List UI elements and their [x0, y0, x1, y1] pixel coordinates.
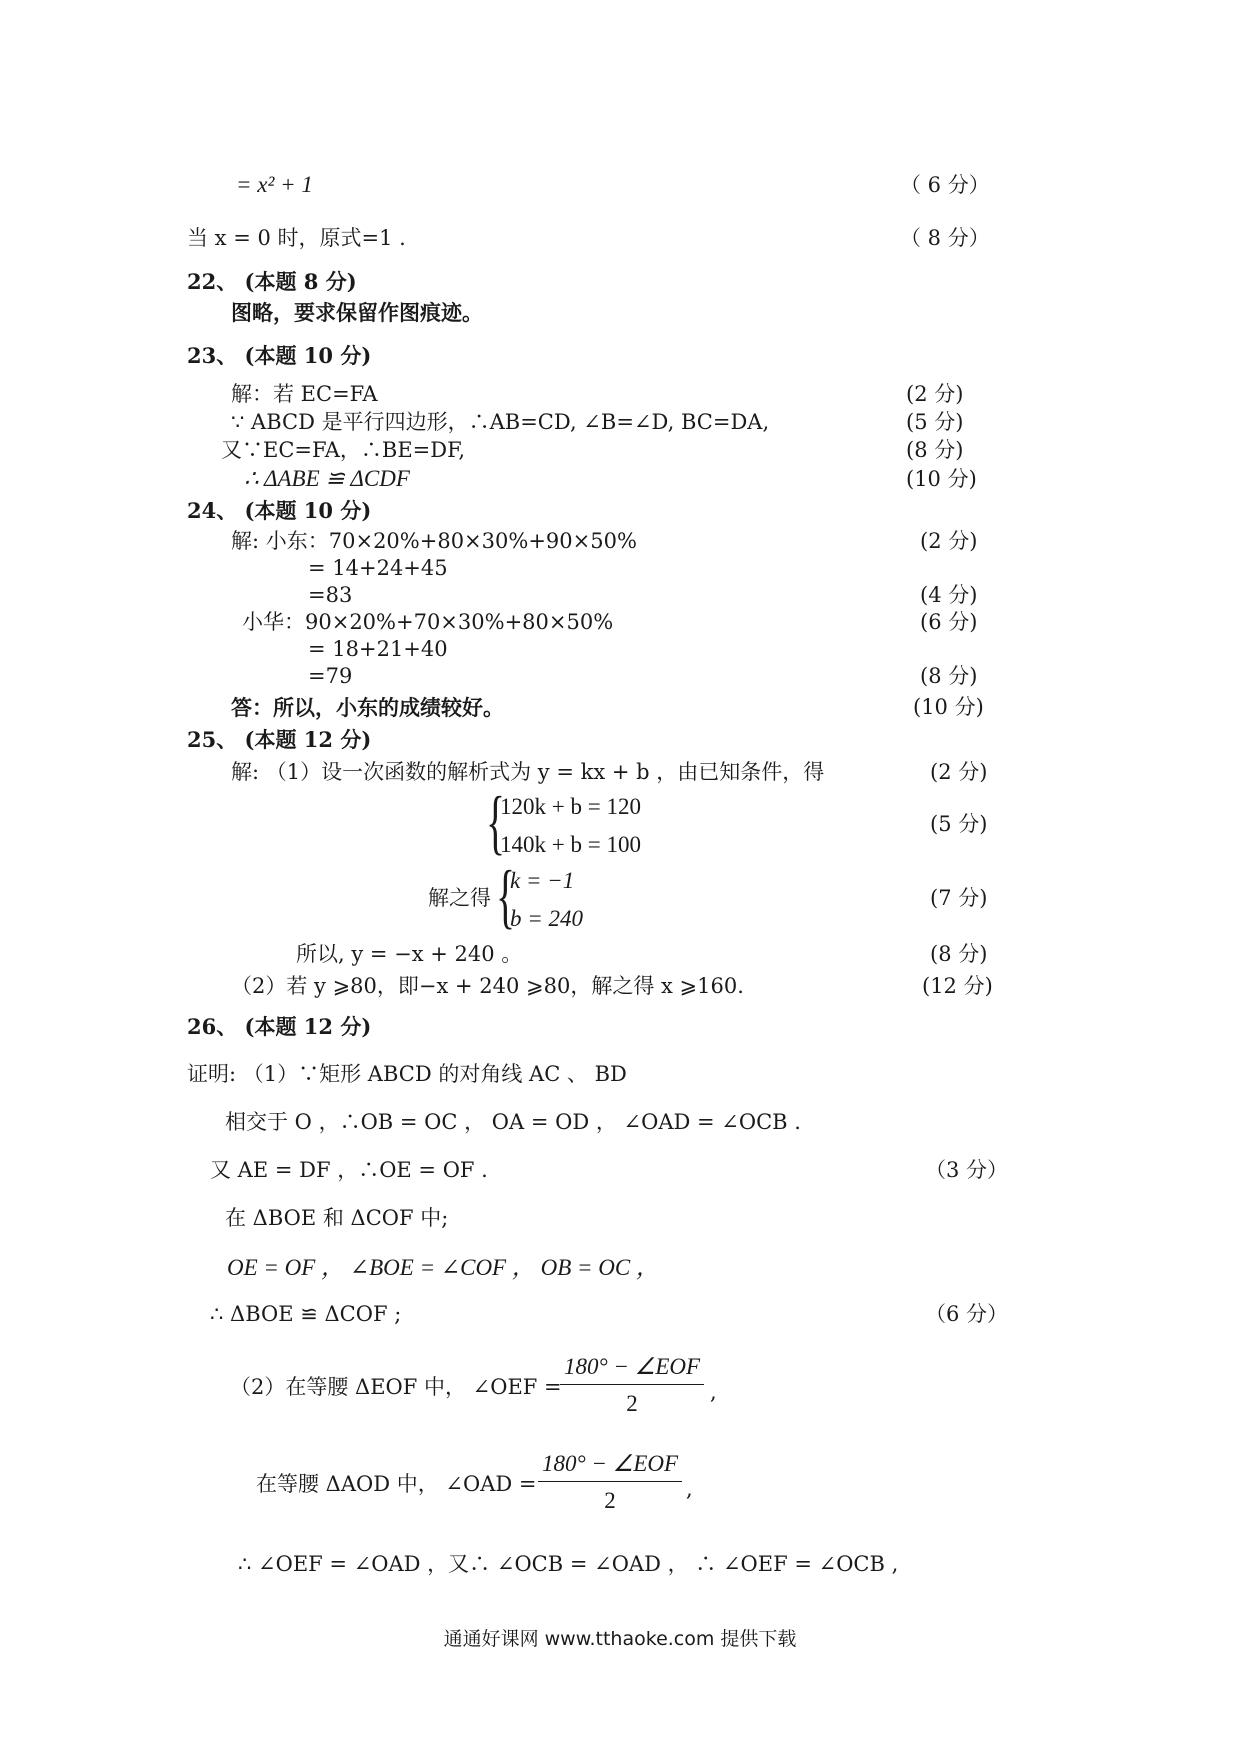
fraction-oad-numerator: 180° − ∠EOF — [538, 1451, 682, 1482]
q24-line-4: 小华：90×20%+70×30%+80×50% — [242, 610, 614, 634]
q25-score-2: (5 分) — [930, 812, 988, 836]
expr-result-line: = x² + 1 — [236, 172, 313, 197]
q26-score-1: （3 分） — [925, 1158, 1009, 1182]
page-footer: 通通好课网 www.tthaoke.com 提供下载 — [443, 1628, 797, 1650]
q25-heading: 25、 (本题 12 分) — [187, 727, 372, 752]
q25-line-1: 解: （1）设一次函数的解析式为 y = kx + b ，由已知条件，得 — [231, 760, 825, 784]
fraction-oad — [538, 1451, 682, 1514]
q25-eq-2: 140k + b = 100 — [500, 832, 641, 857]
comma-2: , — [686, 1477, 693, 1501]
q25-solve-label: 解之得 — [428, 886, 491, 910]
system-brace-2: { — [496, 856, 516, 936]
q26-heading: 26、 (本题 12 分) — [187, 1014, 372, 1039]
q23-heading: 23、 (本题 10 分) — [187, 343, 372, 368]
q24-line-2: = 14+24+45 — [308, 556, 448, 580]
q25-eq-4: b = 240 — [510, 906, 584, 931]
q25-line-3: （2）若 y ⩾80，即−x + 240 ⩾80，解之得 x ⩾160. — [231, 974, 744, 998]
q24-score-2: (4 分) — [920, 583, 978, 607]
q24-score-5: (10 分) — [913, 695, 984, 719]
q24-answer: 答：所以，小东的成绩较好。 — [231, 695, 504, 720]
q23-line-3: 又∵EC=FA，∴BE=DF, — [221, 438, 466, 462]
q23-line-1: 解：若 EC=FA — [231, 382, 378, 406]
q23-conclusion: ∴ ΔABE ≌ ΔCDF — [244, 466, 410, 491]
q24-line-5: = 18+21+40 — [308, 637, 448, 661]
q25-score-1: (2 分) — [930, 760, 988, 784]
q26-line-4: 在 ΔBOE 和 ΔCOF 中; — [225, 1206, 449, 1230]
score-8: （ 8 分） — [900, 226, 990, 250]
comma-1: , — [710, 1380, 717, 1404]
q23-line-2: ∵ ABCD 是平行四边形，∴AB=CD, ∠B=∠D, BC=DA, — [231, 410, 770, 434]
q23-score-1: (2 分) — [906, 382, 964, 406]
q26-line-1: 证明: （1）∵矩形 ABCD 的对角线 AC 、 BD — [187, 1062, 627, 1086]
q24-score-3: (6 分) — [920, 610, 978, 634]
q24-score-1: (2 分) — [920, 529, 978, 553]
score-6: （ 6 分） — [900, 173, 990, 197]
fraction-oef-numerator: 180° − ∠EOF — [560, 1354, 704, 1385]
q24-line-3: =83 — [308, 583, 353, 607]
q25-score-5: (12 分) — [922, 974, 993, 998]
fraction-oad-denominator: 2 — [604, 1488, 616, 1513]
evaluate-line: 当 x = 0 时，原式=1 . — [187, 226, 406, 250]
q26-line-3: 又 AE = DF ，∴OE = OF . — [210, 1158, 488, 1182]
q26-score-2: （6 分） — [925, 1302, 1009, 1326]
q25-score-4: (8 分) — [930, 942, 988, 966]
q22-heading: 22、 (本题 8 分) — [187, 269, 357, 294]
q25-eq-3: k = −1 — [510, 868, 575, 893]
q24-score-4: (8 分) — [920, 664, 978, 688]
q24-line-6: =79 — [308, 664, 353, 688]
system-brace-1: { — [486, 782, 506, 862]
fraction-oef-denominator: 2 — [626, 1391, 638, 1416]
q26-line-7: （2）在等腰 ΔEOF 中， ∠OEF = — [230, 1375, 562, 1399]
q24-heading: 24、 (本题 10 分) — [187, 498, 372, 523]
q23-score-2: (5 分) — [906, 410, 964, 434]
q26-line-5: OE = OF ， ∠BOE = ∠COF ， OB = OC ， — [227, 1255, 659, 1280]
q25-score-3: (7 分) — [930, 886, 988, 910]
q23-score-4: (10 分) — [906, 467, 977, 491]
q25-eq-1: 120k + b = 120 — [500, 794, 641, 819]
q26-line-9: ∴ ∠OEF = ∠OAD ，又∴ ∠OCB = ∠OAD ， ∴ ∠OEF = ∠OCB , — [238, 1552, 899, 1576]
q26-line-2: 相交于 O ，∴OB = OC ， OA = OD ， ∠OAD = ∠OCB . — [225, 1110, 801, 1134]
fraction-oef — [560, 1354, 704, 1417]
q23-score-3: (8 分) — [906, 438, 964, 462]
q25-line-2: 所以, y = −x + 240 。 — [296, 942, 523, 966]
q22-answer: 图略，要求保留作图痕迹。 — [231, 300, 483, 325]
q26-line-8: 在等腰 ΔAOD 中， ∠OAD = — [256, 1472, 537, 1496]
q24-line-1: 解: 小东：70×20%+80×30%+90×50% — [231, 529, 637, 553]
q26-line-6: ∴ ΔBOE ≌ ΔCOF ; — [210, 1302, 402, 1326]
